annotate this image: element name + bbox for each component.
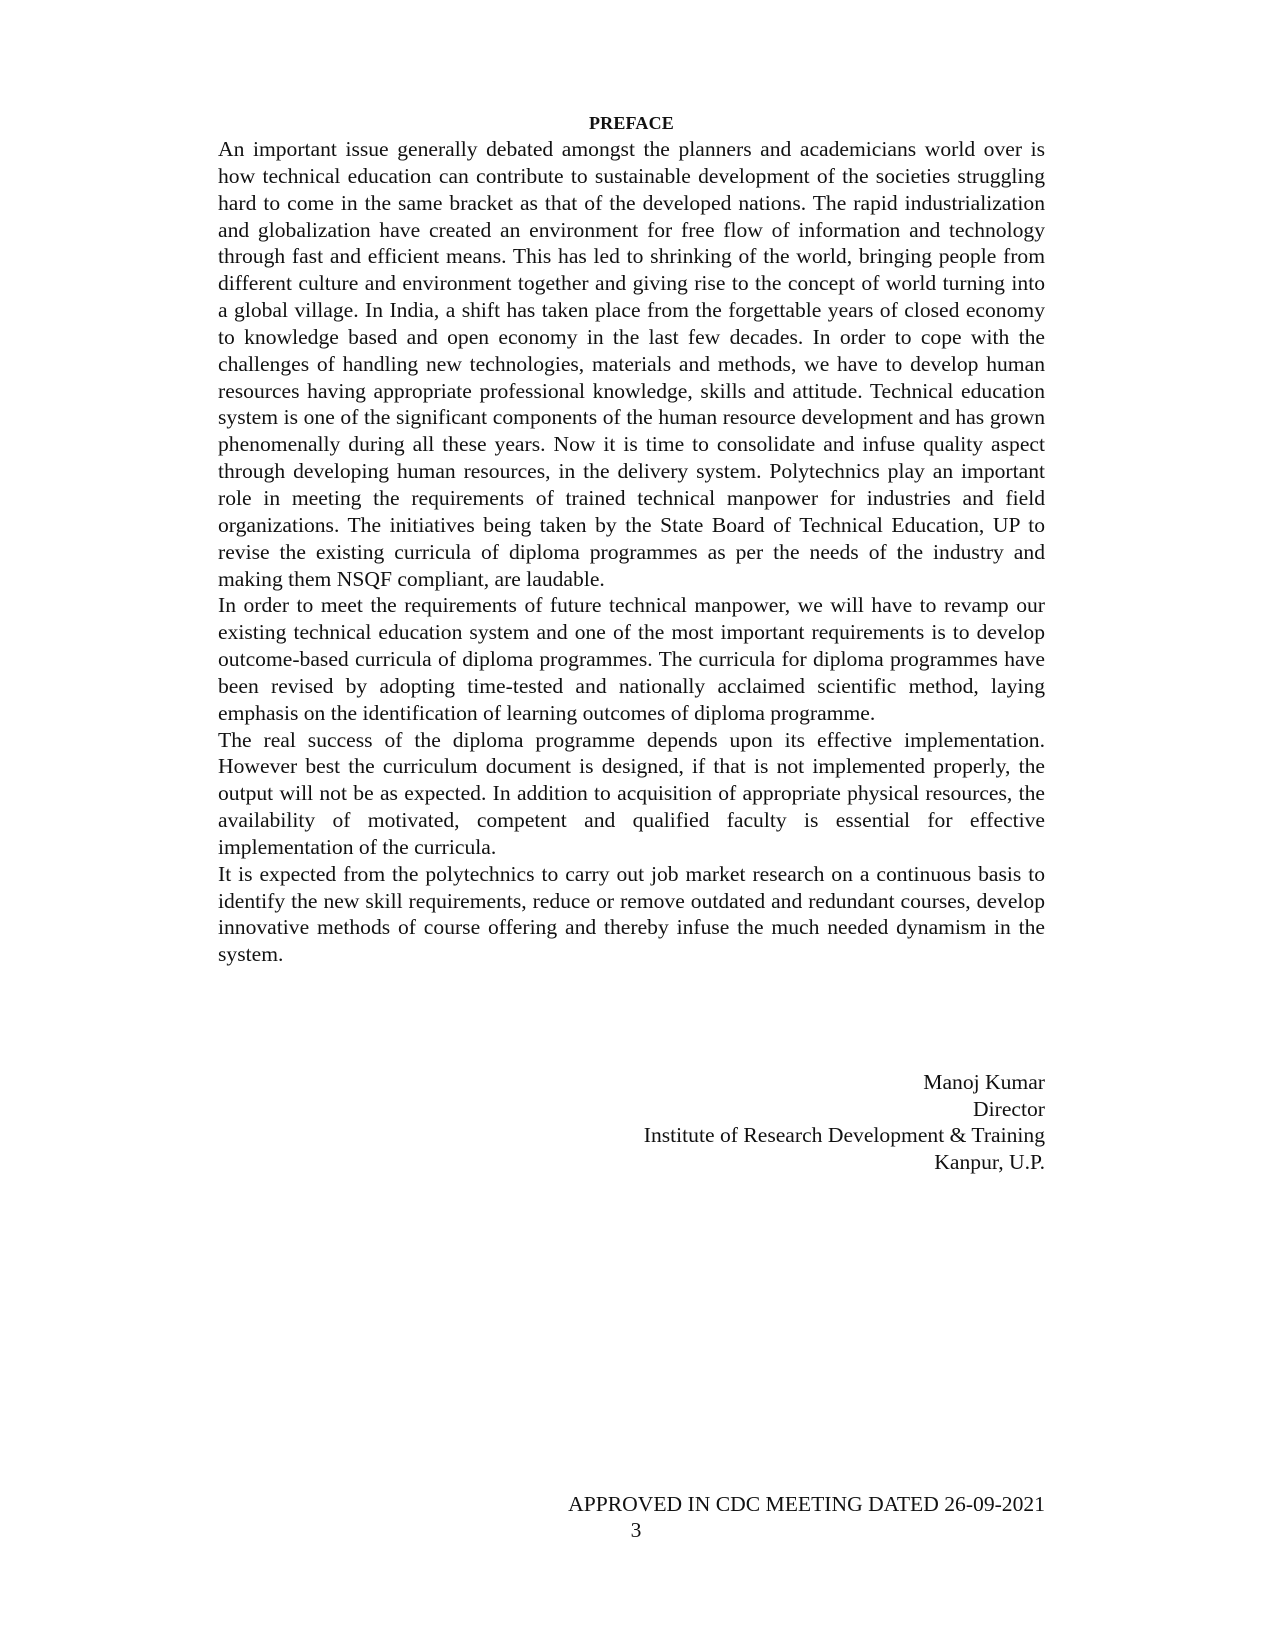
signature-block xyxy=(218,1069,1045,1175)
signatory-institute: Institute of Research Development & Training xyxy=(643,1123,1045,1148)
page-number: 3 xyxy=(630,1518,642,1542)
preface-body xyxy=(218,136,1045,968)
approval-footer: APPROVED IN CDC MEETING DATED 26-09-2021 xyxy=(568,1492,1045,1516)
page-title: PREFACE xyxy=(588,113,675,133)
signatory-designation: Director xyxy=(973,1096,1045,1121)
signatory-name: Manoj Kumar xyxy=(923,1070,1045,1094)
signatory-location: Kanpur, U.P. xyxy=(934,1149,1045,1174)
preface-paragraph-1: An important issue generally debated amongst the planners and academicians world over is how technical education can contribute to sustainable development of the societies struggling hard to come in the same bracket as that of the developed nations. The rapid industrialization and globalization have created an environment for free flow of information and technology through fast and efficient means. This has led to shrinking of the world, bringing people from different culture and environment together and giving rise to the concept of world turning into a global village. In India, a shift has taken place from the forgettable years of closed economy to knowledge based and open economy in the last few decades. In order to cope with the challenges of handling new technologies, materials and methods, we have to develop human resources having appropriate professional knowledge, skills and attitude. Technical education system is one of the significant components of the human resource development and has grown phenomenally during all these years. Now it is time to consolidate and infuse quality aspect through developing human resources, in the delivery system. Polytechnics play an important role in meeting the requirements of trained technical manpower for industries and field organizations. The initiatives being taken by the State Board of Technical Education, UP to revise the existing curricula of diploma programmes as per the needs of the industry and making them NSQF compliant, are laudable. xyxy=(218,137,1045,591)
preface-paragraph-3: The real success of the diploma programme depends upon its effective implementation. However best the curriculum document is designed, if that is not implemented properly, the output will not be as expected. In addition to acquisition of appropriate physical resources, the availability of motivated, competent and qualified faculty is essential for effective implementation of the curricula. xyxy=(218,727,1045,859)
preface-paragraph-4: It is expected from the polytechnics to carry out job market research on a continuous basis to identify the new skill requirements, reduce or remove outdated and redundant courses, develop innovative methods of course offering and thereby infuse the much needed dynamism in the system. xyxy=(218,861,1045,967)
preface-paragraph-2: In order to meet the requirements of future technical manpower, we will have to revamp our existing technical education system and one of the most important requirements is to develop outcome-based curricula of diploma programmes. The curricula for diploma programmes have been revised by adopting time-tested and nationally acclaimed scientific method, laying emphasis on the identification of learning outcomes of diploma programme. xyxy=(218,593,1045,725)
